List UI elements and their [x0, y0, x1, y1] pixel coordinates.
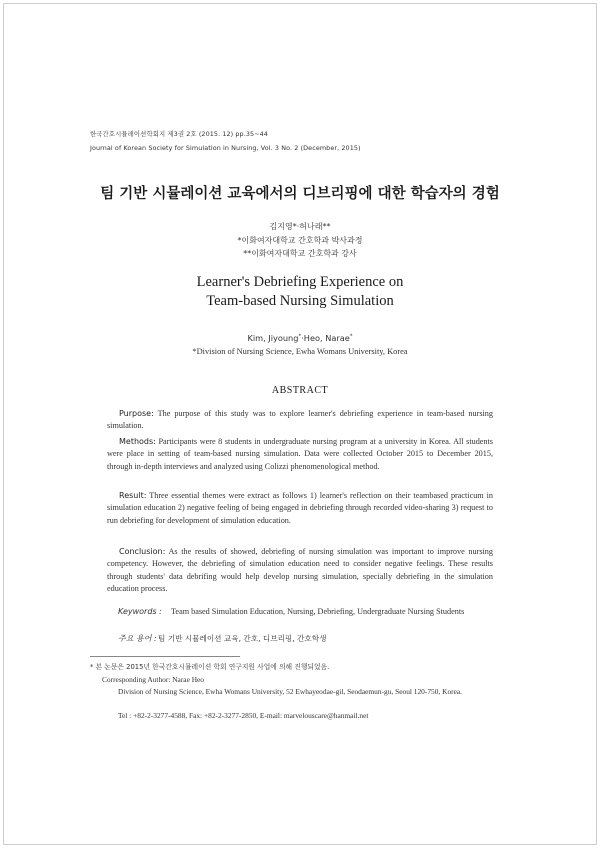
journal-citation-korean: 한국간호시뮬레이션학회지 제3권 2호 (2015. 12) pp.35~44 — [90, 130, 268, 138]
footnote-divider — [90, 656, 240, 657]
keywords-label: Keywords : — [118, 607, 162, 616]
keywords-text: Team based Simulation Education, Nursing, Debriefing, Undergraduate Nursing Students — [171, 607, 465, 616]
english-title-line-1: Learner's Debriefing Experience on — [196, 274, 404, 290]
korean-affiliation-2: **이화여자대학교 간호학과 강사 — [243, 249, 357, 258]
korean-affiliation-1: *이화여자대학교 간호학과 박사과정 — [237, 236, 363, 245]
korean-keywords-label: 주요 용어 : — [118, 634, 157, 643]
abstract-conclusion — [107, 546, 493, 596]
methods-label: Methods: — [119, 437, 156, 446]
korean-authors: 김지영*·허나래** — [269, 222, 331, 231]
result-label: Result: — [119, 491, 147, 500]
corresponding-address: Division of Nursing Science, Ewha Womans University, 52 Ewhayeodae-gil, Seodaemun-gu, Seoul 120-750, Korea. — [118, 687, 463, 696]
author-2: ·Heo, Narae — [301, 333, 350, 343]
abstract-purpose — [107, 408, 493, 433]
conclusion-text: As the results of showed, debriefing of nursing simulation was important to improve nursing competency. However, the debriefing of simulation education need to consider negative feelings. These results through students' data debrifing would help develop nursing simulation, specially debriefing in the simulation education process. — [107, 547, 493, 594]
author-1: Kim, Jiyoung — [247, 333, 299, 343]
corresponding-author: Corresponding Author: Narae Heo — [102, 675, 205, 684]
english-title-line-2: Team-based Nursing Simulation — [206, 293, 394, 309]
corresponding-contact: Tel : +82-2-3277-4588, Fax: +82-2-3277-2850, E-mail: marvelouscare@hanmail.net — [118, 711, 369, 720]
funding-note: * 본 논문은 2015년 한국간호시뮬레이션 학회 연구지원 사업에 의해 진행되었음. — [90, 663, 330, 671]
abstract-methods — [107, 436, 493, 473]
journal-citation-english: Journal of Korean Society for Simulation in Nursing, Vol. 3 No. 2 (December, 2015) — [90, 144, 361, 152]
keywords-english — [118, 606, 498, 618]
result-text: Three essential themes were extract as follows 1) learner's reflection on their teambased practicum in simulation education 2) negative feeling of being engaged in debriefing through recorded video-sharing 3) request to run debriefing for development of simulation education. — [107, 491, 493, 525]
author-2-marker: * — [349, 333, 353, 340]
conclusion-label: Conclusion: — [119, 547, 166, 556]
abstract-heading: ABSTRACT — [271, 385, 329, 396]
english-affiliation: *Division of Nursing Science, Ewha Womans University, Korea — [192, 347, 408, 356]
author-1-marker: * — [298, 333, 302, 340]
purpose-text: The purpose of this study was to explore learner's debriefing experience in team-based nursing simulation. — [107, 409, 493, 431]
purpose-label: Purpose: — [119, 409, 154, 418]
korean-title: 팀 기반 시뮬레이션 교육에서의 디브리핑에 대한 학습자의 경험 — [100, 186, 500, 202]
english-authors — [0, 333, 600, 343]
keywords-korean — [118, 633, 498, 645]
korean-keywords-text: 팀 기반 시뮬레이션 교육, 간호, 디브리핑, 간호학생 — [158, 634, 327, 643]
methods-text: Participants were 8 students in undergraduate nursing program at a university in Korea. All students were place in setting of team-based nursing simulation. Data were collected October 2015 to December 2015, through in-depth interviews and analyzed using Colizzi phenomenological method. — [107, 437, 493, 471]
abstract-result — [107, 490, 493, 527]
